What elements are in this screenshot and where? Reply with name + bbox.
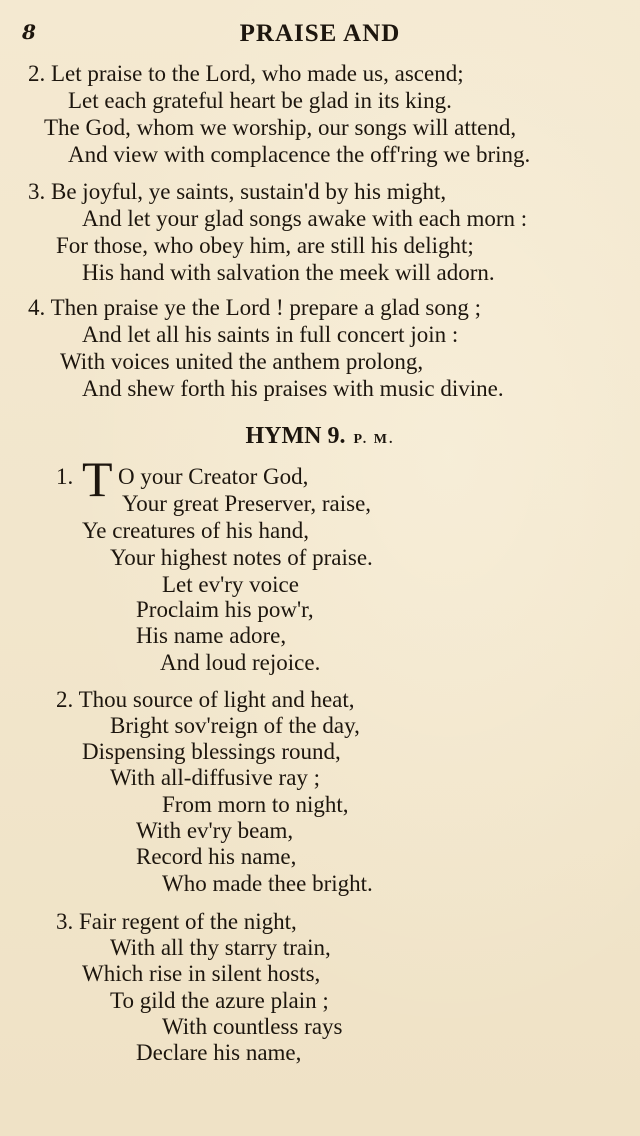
verse-line: Ye creatures of his hand, — [82, 518, 309, 543]
verse-line: And view with complacence the off'ring we bring. — [68, 142, 531, 167]
verse-line: Bright sov'reign of the day, — [110, 713, 360, 738]
verse-line: With ev'ry beam, — [136, 818, 294, 843]
page-header — [0, 18, 640, 48]
verse-line: O your Creator God, — [118, 464, 309, 489]
verse-line: And let all his saints in full concert join : — [82, 322, 459, 347]
verse-line: The God, whom we worship, our songs will attend, — [44, 115, 517, 140]
verse-line: With countless rays — [162, 1014, 343, 1039]
verse-line: Dispensing blessings round, — [82, 739, 341, 764]
verse-line: For those, who obey him, are still his delight; — [56, 233, 474, 258]
verse-line: His name adore, — [136, 623, 287, 648]
verse-line: Which rise in silent hosts, — [82, 961, 321, 986]
verse-line: 3. Fair regent of the night, — [56, 909, 297, 934]
verse-line: 2. Thou source of light and heat, — [56, 687, 355, 712]
hymn-title: HYMN 9. — [245, 423, 346, 449]
verse-line: Let each grateful heart be glad in its king. — [68, 88, 452, 113]
verse-line: With all-diffusive ray ; — [110, 765, 321, 790]
verse-line: 2. Let praise to the Lord, who made us, ascend; — [28, 61, 464, 86]
verse-line: Your highest notes of praise. — [110, 545, 373, 570]
verse-line: Your great Preserver, raise, — [122, 491, 372, 516]
verse-line: His hand with salvation the meek will adorn. — [82, 260, 495, 285]
verse-number: 1. — [56, 464, 74, 489]
running-title: PRAISE AND — [239, 20, 401, 47]
verse-line: Declare his name, — [136, 1040, 302, 1065]
verse-line: And let your glad songs awake with each morn : — [82, 206, 528, 231]
verse-line: And shew forth his praises with music divine. — [82, 376, 504, 401]
verse-line: Record his name, — [136, 844, 297, 869]
verse-line: From morn to night, — [162, 792, 349, 817]
verse-line: Proclaim his pow'r, — [136, 597, 314, 622]
verse-line: Let ev'ry voice — [162, 572, 299, 597]
verse-line: With voices united the anthem prolong, — [60, 349, 424, 374]
hymn-heading — [0, 423, 640, 450]
verse-line: And loud rejoice. — [160, 650, 321, 675]
verse-line: With all thy starry train, — [110, 935, 331, 960]
verse-line: 4. Then praise ye the Lord ! prepare a glad song ; — [28, 295, 482, 320]
drop-cap: T — [82, 451, 113, 507]
page-number: 8 — [22, 20, 36, 44]
verse-line: Who made thee bright. — [162, 871, 373, 896]
verse-line: To gild the azure plain ; — [110, 988, 329, 1013]
verse-line: 3. Be joyful, ye saints, sustain'd by his might, — [28, 179, 447, 204]
hymn-meter: P. M. — [353, 432, 395, 447]
